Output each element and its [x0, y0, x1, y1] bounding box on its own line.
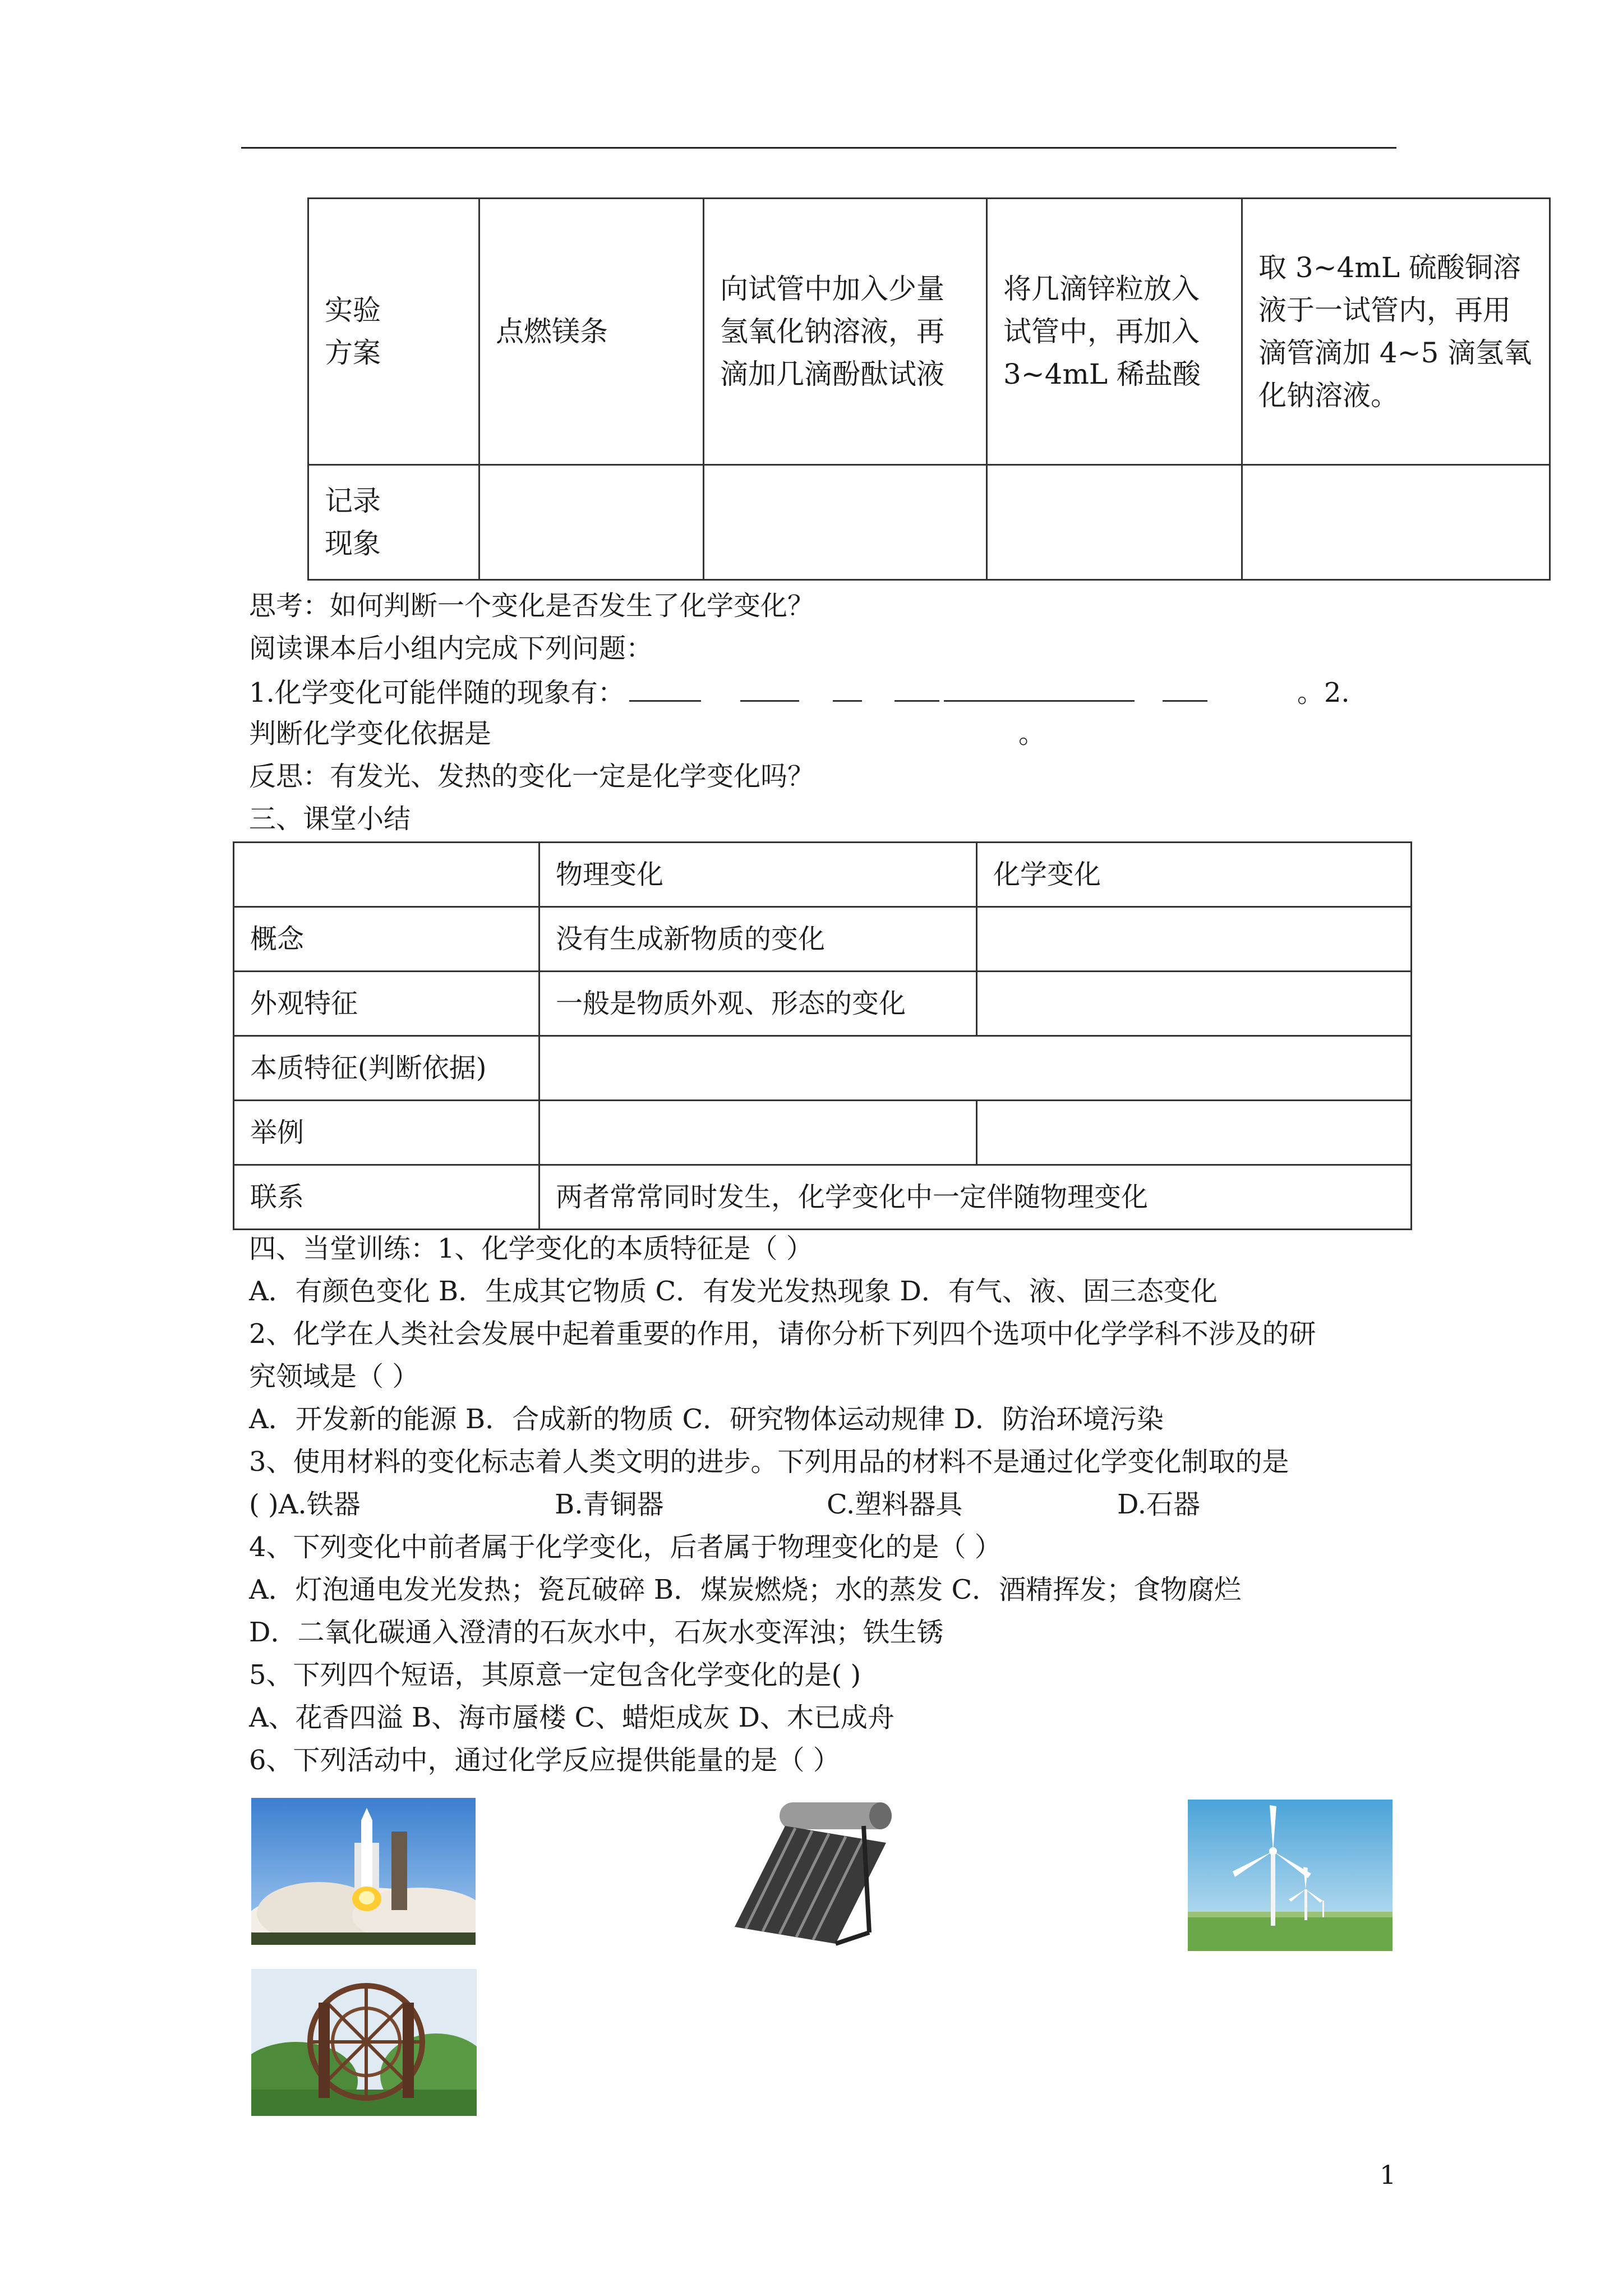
- exercise-line-11: 5、下列四个短语，其原意一定包含化学变化的是( ): [249, 1659, 861, 1691]
- cell-appearance-chemical: [977, 972, 1412, 1036]
- cell-example-physical: [540, 1101, 977, 1165]
- option-c: C.塑料器具: [827, 1489, 963, 1520]
- exercise-line-12: A、花香四溢 B、海市蜃楼 C、蜡炬成灰 D、木已成舟: [249, 1702, 895, 1733]
- q1-suffix: 。2.: [1297, 677, 1350, 708]
- exercise-line-1: 四、当堂训练：1、化学变化的本质特征是（ ）: [249, 1233, 813, 1264]
- plan-cell-3: 将几滴锌粒放入试管中，再加入3~4mL 稀盐酸: [987, 199, 1242, 465]
- row-label-essence: 本质特征(判断依据): [234, 1036, 540, 1101]
- record-cell-1: [479, 465, 704, 580]
- experiment-table: [307, 197, 1551, 581]
- plan-header: 实验 方案: [308, 199, 479, 465]
- record-cell-3: [987, 465, 1242, 580]
- row-label-concept: 概念: [234, 907, 540, 972]
- cell-example-chemical: [977, 1101, 1412, 1165]
- option-a: ( )A.铁器: [249, 1489, 361, 1520]
- exercise-line-8: 4、下列变化中前者属于化学变化，后者属于物理变化的是（ ）: [249, 1531, 1002, 1563]
- blank: [944, 674, 1135, 702]
- page-number: 1: [1380, 2160, 1396, 2190]
- q2-suffix: 。: [1018, 718, 1046, 749]
- reflect-line: 反思：有发光、发热的变化一定是化学变化吗？: [249, 761, 815, 792]
- cell-essence: [540, 1036, 1412, 1101]
- summary-head-physical: 物理变化: [540, 843, 977, 907]
- q2-prefix: 判断化学变化依据是: [249, 718, 492, 749]
- option-d: D.石器: [1117, 1489, 1201, 1520]
- summary-table: [233, 841, 1412, 1230]
- plan-cell-1: 点燃镁条: [479, 199, 704, 465]
- solar-water-heater-image: [718, 1792, 897, 1952]
- think-line: 思考：如何判断一个变化是否发生了化学变化？: [249, 590, 815, 622]
- plan-cell-4: 取 3~4mL 硫酸铜溶液于一试管内，再用滴管滴加 4~5 滴氢氧化钠溶液。: [1242, 199, 1550, 465]
- cell-concept-chemical: [977, 907, 1412, 972]
- record-cell-4: [1242, 465, 1550, 580]
- exercise-line-9: A．灯泡通电发光发热；瓷瓦破碎 B．煤炭燃烧；水的蒸发 C．酒精挥发；食物腐烂: [249, 1574, 1242, 1605]
- exercise-line-2: A．有颜色变化 B．生成其它物质 C．有发光发热现象 D．有气、液、固三态变化: [249, 1276, 1218, 1307]
- exercise-line-13: 6、下列活动中，通过化学反应提供能量的是（ ）: [249, 1745, 840, 1776]
- plan-cell-2: 向试管中加入少量氢氧化钠溶液，再滴加几滴酚酞试液: [704, 199, 987, 465]
- blank: [629, 674, 701, 702]
- section-3-heading: 三、课堂小结: [249, 803, 411, 835]
- record-cell-2: [704, 465, 987, 580]
- option-b: B.青铜器: [555, 1489, 664, 1520]
- exercise-line-3: 2、化学在人类社会发展中起着重要的作用，请你分析下列四个选项中化学学科不涉及的研: [249, 1318, 1316, 1350]
- cell-concept-physical: 没有生成新物质的变化: [540, 907, 977, 972]
- cell-relation: 两者常常同时发生，化学变化中一定伴随物理变化: [540, 1165, 1412, 1230]
- water-wheel-image: [251, 1969, 477, 2116]
- read-line: 阅读课本后小组内完成下列问题：: [249, 633, 653, 664]
- blank: [895, 674, 939, 702]
- header-rule: [241, 147, 1396, 149]
- question-2: [249, 717, 1045, 751]
- q1-prefix: 1.化学变化可能伴随的现象有：: [249, 677, 625, 708]
- row-label-appearance: 外观特征: [234, 972, 540, 1036]
- exercise-line-10: D．二氧化碳通入澄清的石灰水中，石灰水变浑浊；铁生锈: [249, 1617, 944, 1648]
- wind-turbines-image: [1188, 1800, 1393, 1951]
- question-1: [249, 674, 1350, 710]
- rocket-launch-image: [251, 1798, 476, 1945]
- exercise-line-4: 究领域是（ ）: [249, 1361, 419, 1392]
- blank: [833, 674, 862, 702]
- blank: [1163, 674, 1207, 702]
- exercise-line-6: 3、使用材料的变化标志着人类文明的进步。下列用品的材料不是通过化学变化制取的是: [249, 1446, 1289, 1478]
- exercise-line-5: A．开发新的能源 B．合成新的物质 C．研究物体运动规律 D．防治环境污染: [249, 1404, 1164, 1435]
- summary-head-chemical: 化学变化: [977, 843, 1412, 907]
- exercise-line-7: [249, 1488, 1201, 1521]
- cell-appearance-physical: 一般是物质外观、形态的变化: [540, 972, 977, 1036]
- row-label-example: 举例: [234, 1101, 540, 1165]
- row-label-relation: 联系: [234, 1165, 540, 1230]
- record-header: 记录 现象: [308, 465, 479, 580]
- blank: [740, 674, 799, 702]
- summary-head-empty: [234, 843, 540, 907]
